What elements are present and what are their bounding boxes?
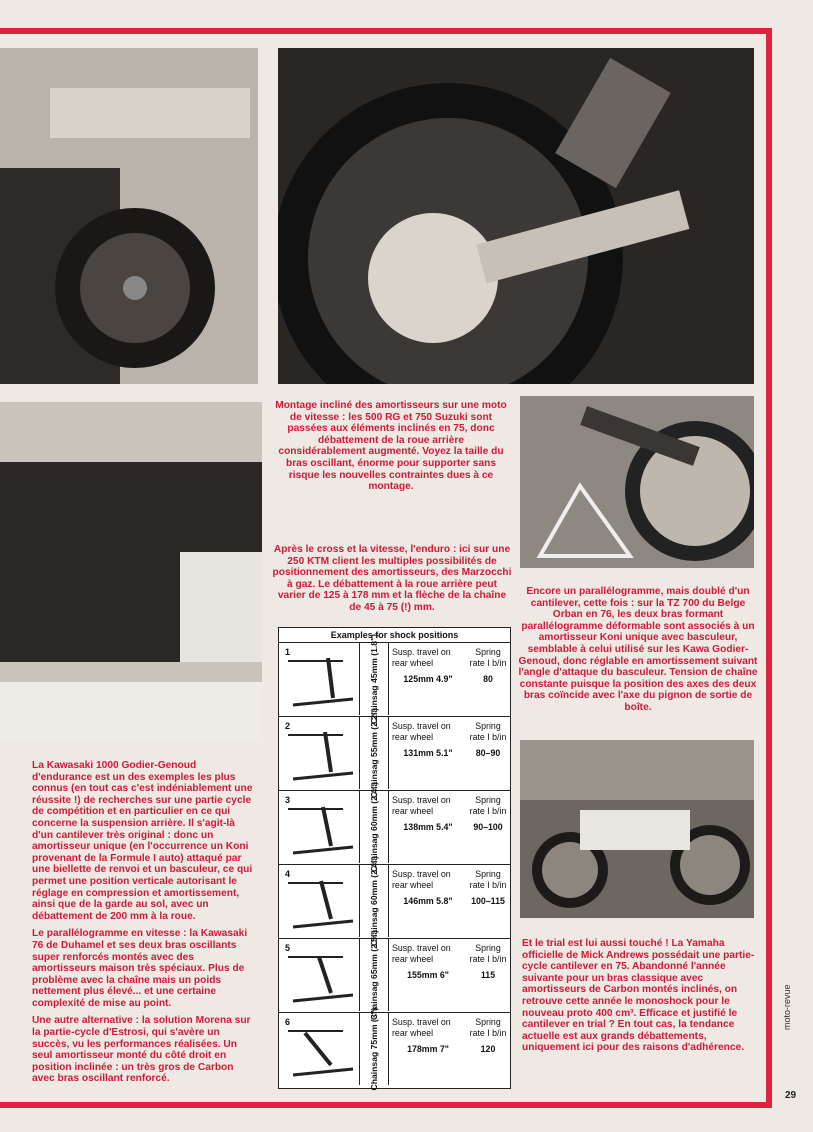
caption-enduro: Après le cross et la vitesse, l'enduro : ici sur une 250 KTM client les multiples possibilités de positionnement des amortisseurs, des Marzocchi à gaz. Le débattement à la roue arrière peut varier de 125 à 178 mm et la flèche de la chaîne de 45 à 75 (!) mm. (272, 544, 512, 613)
photo-yamaha-trial (520, 740, 754, 918)
table-row (279, 1007, 510, 1091)
rate-cell: Spring rate I b/in 80 (469, 647, 507, 684)
shock-diagram (283, 949, 357, 1009)
travel-cell: Susp. travel on rear wheel 178mm 7" (392, 1017, 451, 1054)
chainsag-cell: Chainsag 65mm (2.5") (359, 939, 389, 1011)
caption-montage: Montage incliné des amortisseurs sur une moto de vitesse : les 500 RG et 750 Suzuki sont passées aux éléments inclinés en 75, donc débattement de la roue arrière considérablement augmenté. Voyez la taille du bras oscillant, énorme pour supporter sans risque les nouvelles contraintes dues à ce montage. (275, 400, 507, 493)
table-row (279, 929, 510, 1021)
travel-cell: Susp. travel on rear wheel 155mm 6" (392, 943, 451, 980)
shock-diagram (283, 1023, 357, 1083)
caption-kawasaki-3: Une autre alternative : la solution Morena sur la partie-cycle d'Estrosi, qui s'avère un succès, vu les performances réalisées. Un seul amortisseur monté du côté droit en position inclinée : un très gros de Carbon avec bras oscillant renforcé. (32, 1015, 251, 1085)
chainsag-cell: Chainsag 60mm (2.4") (359, 791, 389, 863)
shock-diagram (283, 875, 357, 935)
table-row (279, 707, 510, 799)
row-number: 6 (285, 1017, 291, 1027)
travel-cell: Susp. travel on rear wheel 146mm 5.8" (392, 869, 453, 906)
table-row (279, 855, 510, 947)
rate-cell: Spring rate I b/in 120 (469, 1017, 507, 1054)
caption-parallelogram: Encore un parallélogramme, mais doublé d'un cantilever, cette fois : sur la TZ 700 du Belge Orban en 76, les deux bras formant parallélogramme déformable sont associés à un amortisseur Koni unique avec basculeur, semblable à celui utilisé sur les Kawa Godier-Genoud, donc réglable en amortissement suivant l'angle d'attaque du basculeur. Tension de chaîne constante puisque la position des axes des deux bras coïncide avec l'axe du pignon de sortie de boîte. (518, 586, 758, 713)
shock-positions-table (278, 627, 511, 1089)
caption-kawasaki-2: Le parallélogramme en vitesse : la Kawasaki 76 de Duhamel et ses deux bras oscillants super renforcés montés avec des amortisseurs maison très spéciaux. Plus de problème avec la chaîne mais un poids nettement plus élevé... et une certaine complexité de mise au point. (32, 928, 248, 1009)
shock-diagram (283, 653, 357, 713)
rate-cell: Spring rate I b/in 115 (469, 943, 507, 980)
row-number: 2 (285, 721, 291, 731)
chainsag-cell: Chainsag 45mm (1.8") (359, 643, 389, 715)
row-number: 5 (285, 943, 291, 953)
rate-cell: Spring rate I b/in 100–115 (469, 869, 507, 906)
shock-diagram (283, 727, 357, 787)
caption-trial: Et le trial est lui aussi touché ! La Yamaha officielle de Mick Andrews possédait une partie-cycle cantilever en 75. Abandonné l'année suivante pour un bras classique avec amortisseurs de Carbon montés inclinés, on retrouve cette année le monoshock pour le nouveau proto 400 cm³. Efficace et justifié le cantilever en trial ? En tout cas, la tendance actuelle est aux grands débattements, uniquement ici pour des raisons d'adhérence. (522, 938, 755, 1054)
travel-cell: Susp. travel on rear wheel 125mm 4.9" (392, 647, 453, 684)
photo-tz700-parallelogram (520, 396, 754, 568)
chainsag-cell: Chainsag 60mm (2.4") (359, 865, 389, 937)
page-number: 29 (785, 1090, 797, 1101)
chainsag-cell: Chainsag 75mm (3") (359, 1013, 389, 1085)
row-number: 1 (285, 647, 291, 657)
row-number: 3 (285, 795, 291, 805)
caption-kawasaki (32, 760, 254, 1091)
rate-cell: Spring rate I b/in 90–100 (469, 795, 507, 832)
row-number: 4 (285, 869, 291, 879)
magazine-name: moto-revue (782, 984, 792, 1030)
shock-diagram (283, 801, 357, 861)
photo-kawasaki-frame (0, 402, 262, 742)
photo-suzuki-shock-mount (278, 48, 754, 384)
photo-kawasaki-rear-wheel (0, 48, 258, 384)
caption-kawasaki-1: La Kawasaki 1000 Godier-Genoud d'endurance est un des exemples les plus connus (en tout cas c'est indéniablement une réussite !) de recherches sur une partie cycle de compétition et en particulier en ce qui concerne la suspension arrière. Il s'agit-là d'un cantilever très original : donc un amortisseur unique (en l'occurrence un Koni provenant de la Formule I auto) attaqué par une biellette de renvoi et un basculeur, ce qui permet une position verticale autorisant le réglage en compression et amortissement, ainsi que de la garde au sol, avec un débattement de 200 mm à la roue. (32, 760, 253, 922)
table-title: Examples for shock positions (330, 630, 459, 640)
rate-cell: Spring rate I b/in 80–90 (469, 721, 507, 758)
travel-cell: Susp. travel on rear wheel 131mm 5.1" (392, 721, 453, 758)
travel-cell: Susp. travel on rear wheel 138mm 5.4" (392, 795, 453, 832)
chainsag-cell: Chainsag 55mm (2.2") (359, 717, 389, 789)
table-row (279, 781, 510, 873)
